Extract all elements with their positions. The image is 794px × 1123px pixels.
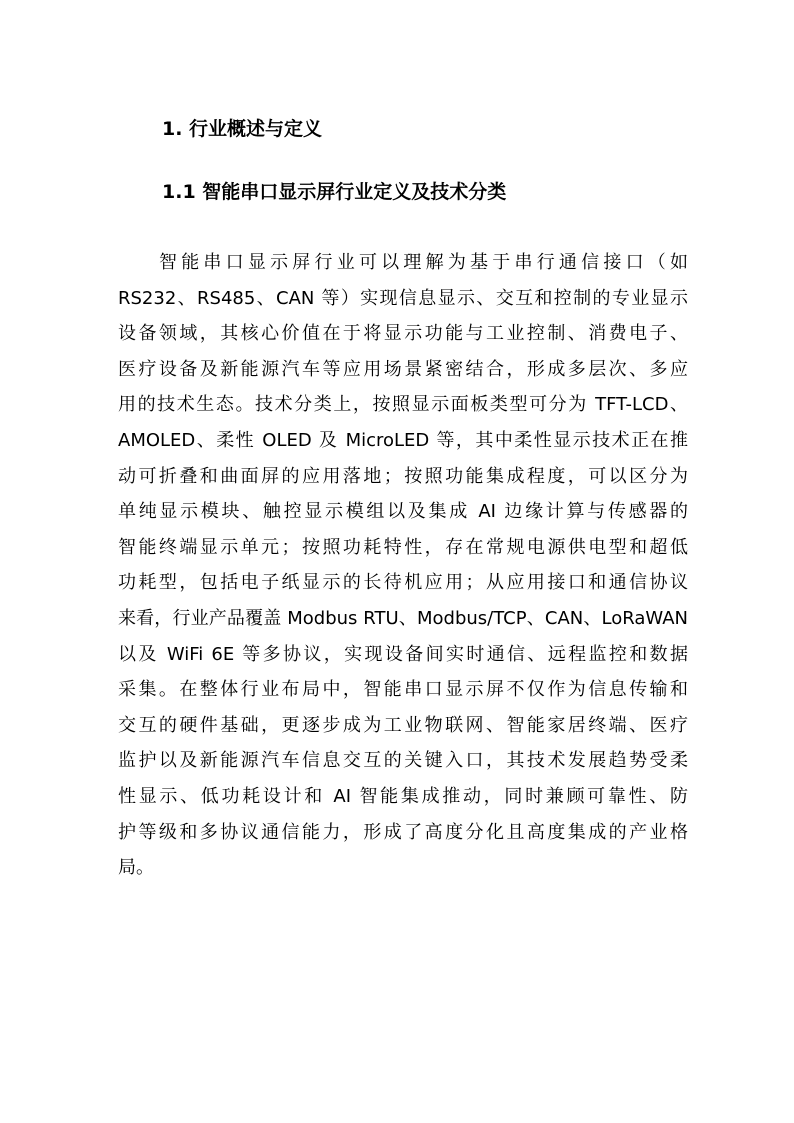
subsection-heading: 1.1 智能串口显示屏行业定义及技术分类: [162, 181, 507, 203]
paragraph-line: 动可折叠和曲面屏的应用落地；按照功能集成程度，可以区分为: [118, 465, 688, 487]
paragraph-line: 以及 WiFi 6E 等多协议，实现设备间实时通信、远程监控和数据: [118, 643, 688, 665]
paragraph-line: 局。: [118, 857, 154, 879]
paragraph-line: 护等级和多协议通信能力，形成了高度分化且高度集成的产业格: [118, 821, 688, 843]
paragraph-line: 设备领域，其核心价值在于将显示功能与工业控制、消费电子、: [118, 323, 688, 345]
paragraph-line: 监护以及新能源汽车信息交互的关键入口，其技术发展趋势受柔: [118, 750, 688, 772]
paragraph-line: 用的技术生态。技术分类上，按照显示面板类型可分为 TFT-LCD、: [118, 394, 688, 416]
paragraph-line: 采集。在整体行业布局中，智能串口显示屏不仅作为信息传输和: [118, 679, 688, 701]
paragraph-line: 来看，行业产品覆盖 Modbus RTU、Modbus/TCP、CAN、LoRaWAN: [118, 607, 688, 629]
paragraph-line: 医疗设备及新能源汽车等应用场景紧密结合，形成多层次、多应: [118, 358, 688, 380]
paragraph-line: 性显示、低功耗设计和 AI 智能集成推动，同时兼顾可靠性、防: [118, 785, 688, 807]
paragraph-line: 智能终端显示单元；按照功耗特性，存在常规电源供电型和超低: [118, 536, 688, 558]
paragraph-line: 交互的硬件基础，更逐步成为工业物联网、智能家居终端、医疗: [118, 714, 688, 736]
paragraph-line: 智能串口显示屏行业可以理解为基于串行通信接口（如: [159, 252, 688, 273]
paragraph-line: 单纯显示模块、触控显示模组以及集成 AI 边缘计算与传感器的: [118, 501, 688, 523]
section-heading: 1. 行业概述与定义: [162, 118, 323, 140]
paragraph-line: RS232、RS485、CAN 等）实现信息显示、交互和控制的专业显示: [118, 287, 688, 309]
paragraph-line: 功耗型，包括电子纸显示的长待机应用；从应用接口和通信协议: [118, 572, 688, 594]
paragraph-line: AMOLED、柔性 OLED 及 MicroLED 等，其中柔性显示技术正在推: [118, 429, 688, 451]
body-paragraph: [118, 245, 688, 886]
